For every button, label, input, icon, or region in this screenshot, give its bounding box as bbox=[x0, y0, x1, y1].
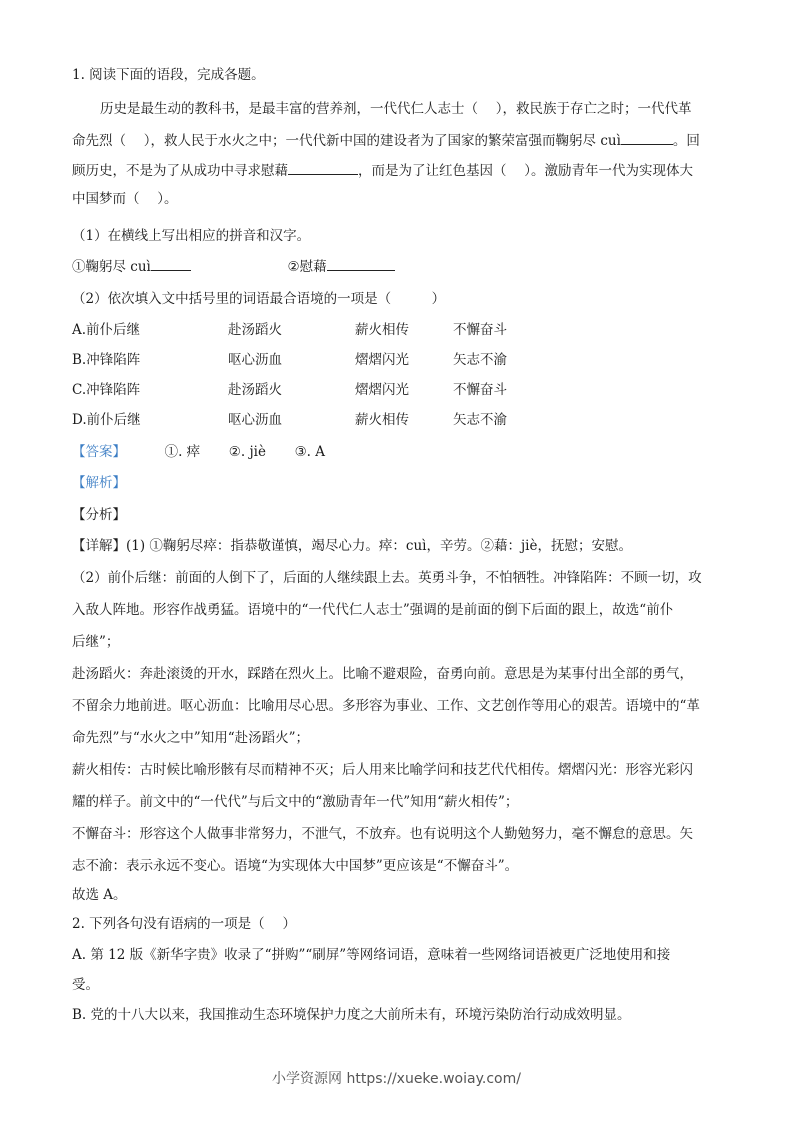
item-1-text: ①鞠躬尽 cuì bbox=[72, 259, 151, 275]
option-b-word-4: 矢志不渝 bbox=[453, 352, 507, 368]
item-2-blank bbox=[327, 256, 395, 271]
sub-question-1-prompt: （1）在横线上写出相应的拼音和汉字。 bbox=[72, 228, 311, 244]
blank-cui bbox=[621, 130, 673, 145]
detail-line-11: 志不渝：表示永远不变心。语境“为实现体大中国梦”更应该是“不懈奋斗”。 bbox=[72, 858, 519, 874]
passage-line-2 bbox=[72, 130, 700, 150]
question-2-option-a-cont: 受。 bbox=[72, 977, 99, 993]
option-d-word-4: 矢志不渝 bbox=[453, 412, 507, 428]
option-c-word-2: 赴汤蹈火 bbox=[228, 382, 282, 398]
detail-line-9: 耀的样子。前文中的“一代代”与后文中的“激励青年一代”知用“薪火相传”； bbox=[72, 794, 519, 810]
answer-line bbox=[72, 443, 325, 461]
option-c-word-3: 熠熠闪光 bbox=[355, 382, 409, 398]
sub-question-2-prompt: （2）依次填入文中括号里的词语最合语境的一项是（ ） bbox=[72, 291, 446, 307]
passage-line-2-text: 命先烈（ ），救人民于水火之中；一代代新中国的建设者为了国家的繁荣富强而鞠躬尽 cuì bbox=[72, 133, 621, 149]
option-b-word-2: 呕心沥血 bbox=[228, 352, 282, 368]
option-a-label: A.前仆后继 bbox=[72, 322, 141, 338]
item-2-text: ②慰藉 bbox=[287, 259, 327, 275]
passage-line-3 bbox=[72, 160, 693, 180]
option-c-label: C.冲锋陷阵 bbox=[72, 382, 141, 398]
option-a-word-3: 薪火相传 bbox=[355, 322, 409, 338]
option-d-word-2: 呕心沥血 bbox=[228, 412, 282, 428]
answer-1: ①. 瘁 bbox=[164, 444, 201, 460]
answer-2: ②. jiè bbox=[228, 444, 266, 460]
passage-line-3-text: 顾历史，不是为了从成功中寻求慰藉 bbox=[72, 163, 288, 179]
question-1-title: 1. 阅读下面的语段，完成各题。 bbox=[72, 67, 265, 83]
question-2-option-b: B. 党的十八大以来，我国推动生态环境保护力度之大前所未有，环境污染防治行动成效明显。 bbox=[72, 1007, 631, 1023]
detail-line-10: 不懈奋斗：形容这个人做事非常努力，不泄气，不放弃。也有说明这个人勤勉努力，毫不懈怠的意思。矢 bbox=[72, 826, 693, 842]
detail-line-12: 故选 A。 bbox=[72, 887, 127, 903]
answer-tag: 【答案】 bbox=[72, 444, 126, 460]
option-c-word-4: 不懈奋斗 bbox=[453, 382, 507, 398]
detail-line-3: 入敌人阵地。形容作战勇猛。语境中的“一代代仁人志士”强调的是前面的倒下后面的跟上，故选“前仆 bbox=[72, 602, 674, 618]
option-d-label: D.前仆后继 bbox=[72, 412, 141, 428]
detail-line-2: （2）前仆后继：前面的人倒下了，后面的人继续跟上去。英勇斗争，不怕牺牲。冲锋陷阵：不顾一切，攻 bbox=[72, 570, 702, 586]
question-2-option-a: A. 第 12 版《新华字贵》收录了“拼购”“刷屏”等网络词语，意味着一些网络词语被更广泛地使用和接 bbox=[72, 947, 671, 963]
option-d-word-3: 薪火相传 bbox=[355, 412, 409, 428]
passage-line-4: 中国梦而（ ）。 bbox=[72, 191, 178, 207]
detail-line-4: 后继”； bbox=[72, 634, 120, 650]
option-a-word-4: 不懈奋斗 bbox=[453, 322, 507, 338]
detail-line-6: 不留余力地前进。呕心沥血：比喻用尽心思。多形容为事业、工作、文艺创作等用心的艰苦。语境中的“革 bbox=[72, 698, 700, 714]
option-b-label: B.冲锋陷阵 bbox=[72, 352, 141, 368]
detail-line-1: 【详解】(1) ①鞠躬尽瘁：指恭敬谨慎，竭尽心力。瘁：cuì，辛劳。②藉：jiè，抚慰；安慰。 bbox=[72, 538, 632, 554]
passage-line-1: 历史是最生动的教科书，是最丰富的营养剂，一代代仁人志士（ ），救民族于存亡之时；一代代革 bbox=[100, 101, 692, 117]
question-2-title: 2. 下列各句没有语病的一项是（ ） bbox=[72, 916, 296, 932]
option-a-word-2: 赴汤蹈火 bbox=[228, 322, 282, 338]
option-b-word-3: 熠熠闪光 bbox=[355, 352, 409, 368]
footer-watermark: 小学资源网 https://xueke.woiay.com/ bbox=[272, 1071, 521, 1087]
blank-jie bbox=[288, 160, 358, 175]
passage-line-2-end: 。回 bbox=[672, 133, 700, 149]
detail-line-5: 赴汤蹈火：奔赴滚烫的开水，踩踏在烈火上。比喻不避艰险，奋勇向前。意思是为某事付出全部的勇气， bbox=[72, 666, 693, 682]
answer-3: ③. A bbox=[294, 444, 325, 460]
item-1-blank bbox=[151, 256, 191, 271]
passage-line-3-end: ，而是为了让红色基因（ ）。激励青年一代为实现体大 bbox=[358, 163, 694, 179]
fenxi-tag: 【分析】 bbox=[72, 507, 126, 523]
detail-line-7: 命先烈”与“水火之中”知用“赴汤蹈火”； bbox=[72, 730, 310, 746]
sub-question-1-items bbox=[72, 256, 395, 276]
detail-line-8: 薪火相传：古时候比喻形骸有尽而精神不灭；后人用来比喻学问和技艺代代相传。熠熠闪光：形容光彩闪 bbox=[72, 762, 693, 778]
jiexi-tag: 【解析】 bbox=[72, 475, 126, 491]
